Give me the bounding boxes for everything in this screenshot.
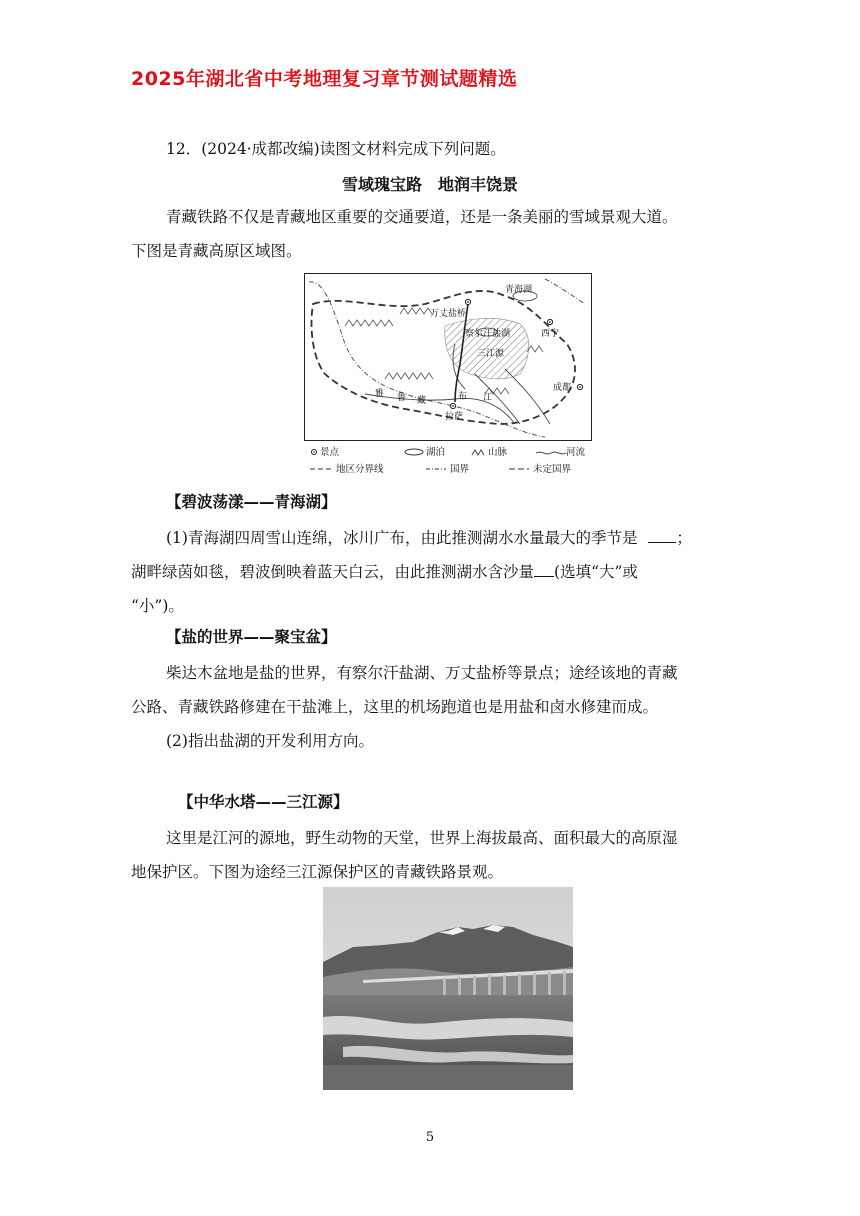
part3-line-2: 地保护区。下图为途经三江源保护区的青藏铁路景观。 [131,863,504,881]
map-label-wanzhang: 万丈盐桥 [430,309,467,319]
railway-landscape-photo [323,887,573,1090]
map-label-river-jiang: 江 [483,393,493,403]
legend-national-boundary: 国界 [450,464,470,475]
map-label-lasa: 拉萨 [445,412,464,422]
legend-lake: 湖泊 [426,447,446,458]
part1-line-2 [131,555,638,589]
legend-mountain: 山脉 [488,447,508,458]
map-label-sanjiangyuan: 三江源 [477,349,505,359]
map-legend [304,443,590,475]
answer-blank-sediment[interactable] [534,562,554,577]
section-title: 雪域瑰宝路 地润丰饶景 [341,175,518,194]
map-label-river-bu: 布 [458,392,468,402]
part2-line-2: 公路、青藏铁路修建在干盐滩上，这里的机场跑道也是用盐和卤水修建而成。 [131,698,659,716]
question-stem: 12．(2024·成都改编)读图文材料完成下列问题。 [166,140,506,158]
part1-line-2-end: (选填“大”或 [554,563,638,581]
intro-line-2: 下图是青藏高原区域图。 [131,242,302,260]
part1-line-3: “小”)。 [131,597,184,615]
part1-line-1-text: (1)青海湖四周雪山连绵，冰川广布，由此推测湖水水量最大的季节是 [166,529,638,547]
legend-undefined-boundary: 未定国界 [533,464,572,475]
heading-salt-world: 【盐的世界——聚宝盆】 [166,628,337,646]
header-title: 2025年湖北省中考地理复习章节测试题精选 [131,68,518,90]
map-label-river-lu: 鲁 [397,393,407,403]
map-label-qinghaihu: 青海湖 [505,285,533,295]
legend-scenic: 景点 [320,447,340,458]
map-label-xining: 西宁 [541,329,560,339]
legend-river: 河流 [566,447,586,458]
part2-line-1: 柴达木盆地是盐的世界，有察尔汗盐湖、万丈盐桥等景点；途经该地的青藏 [166,664,678,682]
part1-line-2-text: 湖畔绿茵如毯，碧波倒映着蓝天白云，由此推测湖水含沙量 [131,563,535,581]
map-label-river-ya: 雅 [375,389,385,399]
heading-sanjiangyuan: 【中华水塔——三江源】 [178,793,349,811]
intro-line-1: 青藏铁路不仅是青藏地区重要的交通要道，还是一条美丽的雪域景观大道。 [166,208,678,226]
qinghai-tibet-map [304,273,592,441]
part2-question: (2)指出盐湖的开发利用方向。 [166,732,374,750]
part1-line-1-end: ； [676,529,692,547]
part3-line-1: 这里是江河的源地，野生动物的天堂，世界上海拔最高、面积最大的高原湿 [166,829,678,847]
page-number: 5 [425,1130,435,1145]
heading-qinghai-lake: 【碧波荡漾——青海湖】 [166,493,337,511]
answer-blank-season[interactable] [648,528,676,543]
map-label-chengdu: 成都 [553,383,572,393]
map-label-river-zang: 藏 [417,396,427,406]
map-label-chaerhan: 察尔汗盐湖 [465,329,511,339]
legend-region-boundary: 地区分界线 [336,464,384,475]
part1-line-1 [166,521,692,555]
